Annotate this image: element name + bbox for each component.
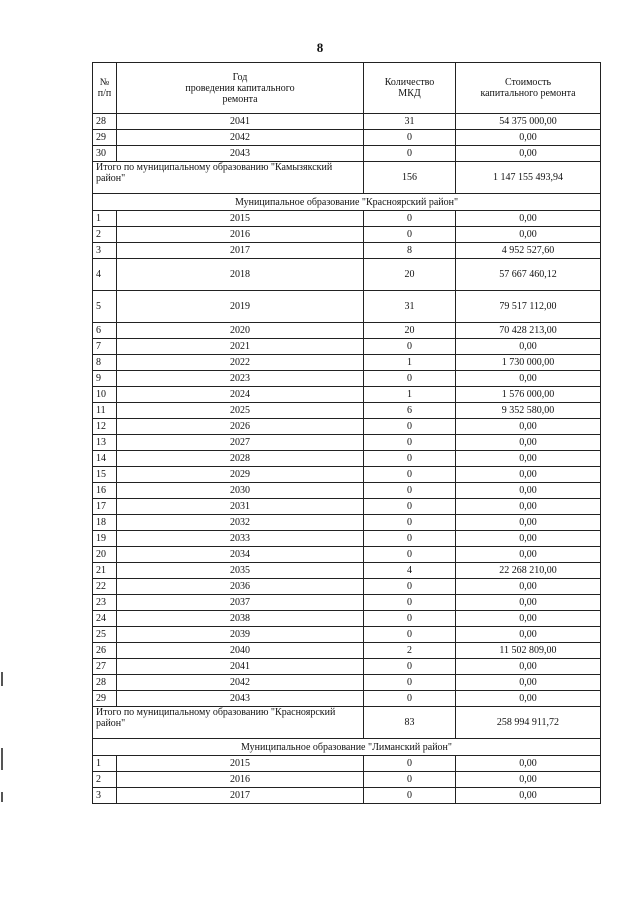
row-number: 25 (93, 627, 117, 643)
row-number: 12 (93, 419, 117, 435)
row-number: 6 (93, 323, 117, 339)
row-cost: 0,00 (456, 547, 601, 563)
row-year: 2015 (117, 756, 364, 772)
row-cost: 1 576 000,00 (456, 387, 601, 403)
table-row (93, 114, 601, 130)
row-count: 8 (364, 243, 456, 259)
table-row (93, 579, 601, 595)
row-year: 2040 (117, 643, 364, 659)
row-year: 2036 (117, 579, 364, 595)
row-count: 20 (364, 259, 456, 291)
total-row (93, 707, 601, 739)
row-cost: 0,00 (456, 130, 601, 146)
row-count: 1 (364, 355, 456, 371)
row-cost: 0,00 (456, 435, 601, 451)
row-cost: 0,00 (456, 756, 601, 772)
row-count: 0 (364, 371, 456, 387)
row-count: 6 (364, 403, 456, 419)
row-year: 2026 (117, 419, 364, 435)
row-number: 26 (93, 643, 117, 659)
table-body (93, 114, 601, 804)
row-count: 0 (364, 146, 456, 162)
row-number: 29 (93, 130, 117, 146)
row-number: 8 (93, 355, 117, 371)
total-label: Итого по муниципальному образованию "Камызякский район" (93, 162, 364, 194)
row-cost: 0,00 (456, 627, 601, 643)
row-cost: 0,00 (456, 579, 601, 595)
row-cost: 54 375 000,00 (456, 114, 601, 130)
row-count: 0 (364, 211, 456, 227)
row-count: 0 (364, 499, 456, 515)
table-row (93, 146, 601, 162)
total-row (93, 162, 601, 194)
row-cost: 0,00 (456, 499, 601, 515)
table-row (93, 643, 601, 659)
table-row (93, 403, 601, 419)
section-heading-row (93, 739, 601, 756)
section-heading-row (93, 194, 601, 211)
row-year: 2032 (117, 515, 364, 531)
row-count: 0 (364, 579, 456, 595)
table-row (93, 547, 601, 563)
row-number: 21 (93, 563, 117, 579)
row-cost: 0,00 (456, 772, 601, 788)
row-count: 0 (364, 451, 456, 467)
table-row (93, 243, 601, 259)
table-row (93, 515, 601, 531)
row-year: 2034 (117, 547, 364, 563)
table-row (93, 756, 601, 772)
row-year: 2027 (117, 435, 364, 451)
total-label: Итого по муниципальному образованию "Красноярский район" (93, 707, 364, 739)
row-year: 2033 (117, 531, 364, 547)
table-row (93, 595, 601, 611)
row-count: 0 (364, 772, 456, 788)
row-number: 10 (93, 387, 117, 403)
row-cost: 0,00 (456, 788, 601, 804)
row-count: 0 (364, 483, 456, 499)
row-cost: 22 268 210,00 (456, 563, 601, 579)
header-year-text: Год проведения капитального ремонта (185, 71, 295, 105)
row-year: 2043 (117, 146, 364, 162)
row-count: 0 (364, 691, 456, 707)
row-cost: 0,00 (456, 515, 601, 531)
row-count: 0 (364, 130, 456, 146)
table-row (93, 451, 601, 467)
row-count: 0 (364, 435, 456, 451)
row-year: 2041 (117, 114, 364, 130)
table-row (93, 387, 601, 403)
row-cost: 0,00 (456, 211, 601, 227)
row-cost: 0,00 (456, 675, 601, 691)
row-year: 2017 (117, 788, 364, 804)
row-count: 0 (364, 467, 456, 483)
page-number: 8 (316, 40, 324, 55)
row-number: 11 (93, 403, 117, 419)
row-count: 20 (364, 323, 456, 339)
row-cost: 0,00 (456, 595, 601, 611)
row-count: 0 (364, 627, 456, 643)
row-year: 2019 (117, 291, 364, 323)
row-number: 17 (93, 499, 117, 515)
row-year: 2018 (117, 259, 364, 291)
table-row (93, 659, 601, 675)
row-number: 3 (93, 243, 117, 259)
row-year: 2022 (117, 355, 364, 371)
row-number: 23 (93, 595, 117, 611)
row-count: 0 (364, 756, 456, 772)
row-count: 31 (364, 291, 456, 323)
table-row (93, 788, 601, 804)
table-row (93, 691, 601, 707)
row-number: 1 (93, 756, 117, 772)
row-cost: 0,00 (456, 483, 601, 499)
table-row (93, 323, 601, 339)
row-count: 0 (364, 531, 456, 547)
row-count: 2 (364, 643, 456, 659)
row-number: 15 (93, 467, 117, 483)
row-cost: 57 667 460,12 (456, 259, 601, 291)
row-number: 19 (93, 531, 117, 547)
table-row (93, 419, 601, 435)
scan-artifact (1, 792, 3, 802)
row-number: 3 (93, 788, 117, 804)
row-number: 27 (93, 659, 117, 675)
row-year: 2024 (117, 387, 364, 403)
row-count: 1 (364, 387, 456, 403)
row-count: 31 (364, 114, 456, 130)
row-count: 0 (364, 515, 456, 531)
table-row (93, 291, 601, 323)
row-count: 0 (364, 339, 456, 355)
row-number: 2 (93, 227, 117, 243)
row-number: 7 (93, 339, 117, 355)
row-year: 2041 (117, 659, 364, 675)
row-year: 2021 (117, 339, 364, 355)
table-row (93, 467, 601, 483)
header-count-text: Количество МКД (384, 77, 435, 99)
table-row (93, 211, 601, 227)
row-year: 2025 (117, 403, 364, 419)
table-row (93, 355, 601, 371)
row-year: 2020 (117, 323, 364, 339)
row-year: 2037 (117, 595, 364, 611)
table-row (93, 499, 601, 515)
row-number: 4 (93, 259, 117, 291)
row-year: 2016 (117, 772, 364, 788)
section-heading: Муниципальное образование "Лиманский район" (93, 739, 601, 756)
row-count: 0 (364, 659, 456, 675)
table-row (93, 611, 601, 627)
header-cost (456, 63, 601, 114)
row-cost: 70 428 213,00 (456, 323, 601, 339)
table-row (93, 675, 601, 691)
header-year (117, 63, 364, 114)
header-num-text: № п/п (97, 77, 112, 99)
row-number: 5 (93, 291, 117, 323)
row-year: 2042 (117, 130, 364, 146)
row-cost: 1 730 000,00 (456, 355, 601, 371)
row-number: 1 (93, 211, 117, 227)
row-cost: 4 952 527,60 (456, 243, 601, 259)
total-count: 156 (364, 162, 456, 194)
row-number: 28 (93, 675, 117, 691)
row-number: 16 (93, 483, 117, 499)
table-row (93, 339, 601, 355)
table-row (93, 371, 601, 387)
row-year: 2028 (117, 451, 364, 467)
row-year: 2042 (117, 675, 364, 691)
scan-artifact (1, 672, 3, 686)
row-year: 2035 (117, 563, 364, 579)
total-cost: 258 994 911,72 (456, 707, 601, 739)
row-cost: 0,00 (456, 467, 601, 483)
row-number: 20 (93, 547, 117, 563)
row-cost: 9 352 580,00 (456, 403, 601, 419)
table-row (93, 531, 601, 547)
row-count: 0 (364, 227, 456, 243)
header-num (93, 63, 117, 114)
row-number: 29 (93, 691, 117, 707)
row-number: 22 (93, 579, 117, 595)
row-year: 2038 (117, 611, 364, 627)
table-row (93, 227, 601, 243)
row-cost: 0,00 (456, 451, 601, 467)
table-row (93, 435, 601, 451)
row-number: 28 (93, 114, 117, 130)
table-row (93, 627, 601, 643)
row-cost: 0,00 (456, 659, 601, 675)
row-year: 2029 (117, 467, 364, 483)
table-row (93, 772, 601, 788)
row-cost: 0,00 (456, 339, 601, 355)
row-number: 9 (93, 371, 117, 387)
row-cost: 0,00 (456, 691, 601, 707)
row-number: 13 (93, 435, 117, 451)
row-cost: 0,00 (456, 611, 601, 627)
table-header-row (93, 63, 601, 114)
row-year: 2039 (117, 627, 364, 643)
table-row (93, 130, 601, 146)
row-year: 2030 (117, 483, 364, 499)
row-number: 2 (93, 772, 117, 788)
row-number: 18 (93, 515, 117, 531)
row-year: 2023 (117, 371, 364, 387)
total-count: 83 (364, 707, 456, 739)
row-count: 0 (364, 419, 456, 435)
row-year: 2015 (117, 211, 364, 227)
header-count (364, 63, 456, 114)
table-row (93, 259, 601, 291)
row-year: 2017 (117, 243, 364, 259)
row-cost: 11 502 809,00 (456, 643, 601, 659)
row-year: 2043 (117, 691, 364, 707)
row-cost: 79 517 112,00 (456, 291, 601, 323)
row-year: 2031 (117, 499, 364, 515)
row-count: 4 (364, 563, 456, 579)
scan-artifact (1, 748, 3, 770)
row-number: 30 (93, 146, 117, 162)
row-cost: 0,00 (456, 146, 601, 162)
row-number: 14 (93, 451, 117, 467)
row-count: 0 (364, 611, 456, 627)
row-number: 24 (93, 611, 117, 627)
row-year: 2016 (117, 227, 364, 243)
table-row (93, 563, 601, 579)
row-cost: 0,00 (456, 227, 601, 243)
row-cost: 0,00 (456, 531, 601, 547)
row-count: 0 (364, 547, 456, 563)
table-row (93, 483, 601, 499)
capital-repair-table (92, 62, 601, 804)
row-count: 0 (364, 675, 456, 691)
row-count: 0 (364, 595, 456, 611)
row-cost: 0,00 (456, 419, 601, 435)
row-cost: 0,00 (456, 371, 601, 387)
row-count: 0 (364, 788, 456, 804)
total-cost: 1 147 155 493,94 (456, 162, 601, 194)
section-heading: Муниципальное образование "Красноярский район" (93, 194, 601, 211)
header-cost-text: Стоимость капитального ремонта (480, 77, 576, 99)
